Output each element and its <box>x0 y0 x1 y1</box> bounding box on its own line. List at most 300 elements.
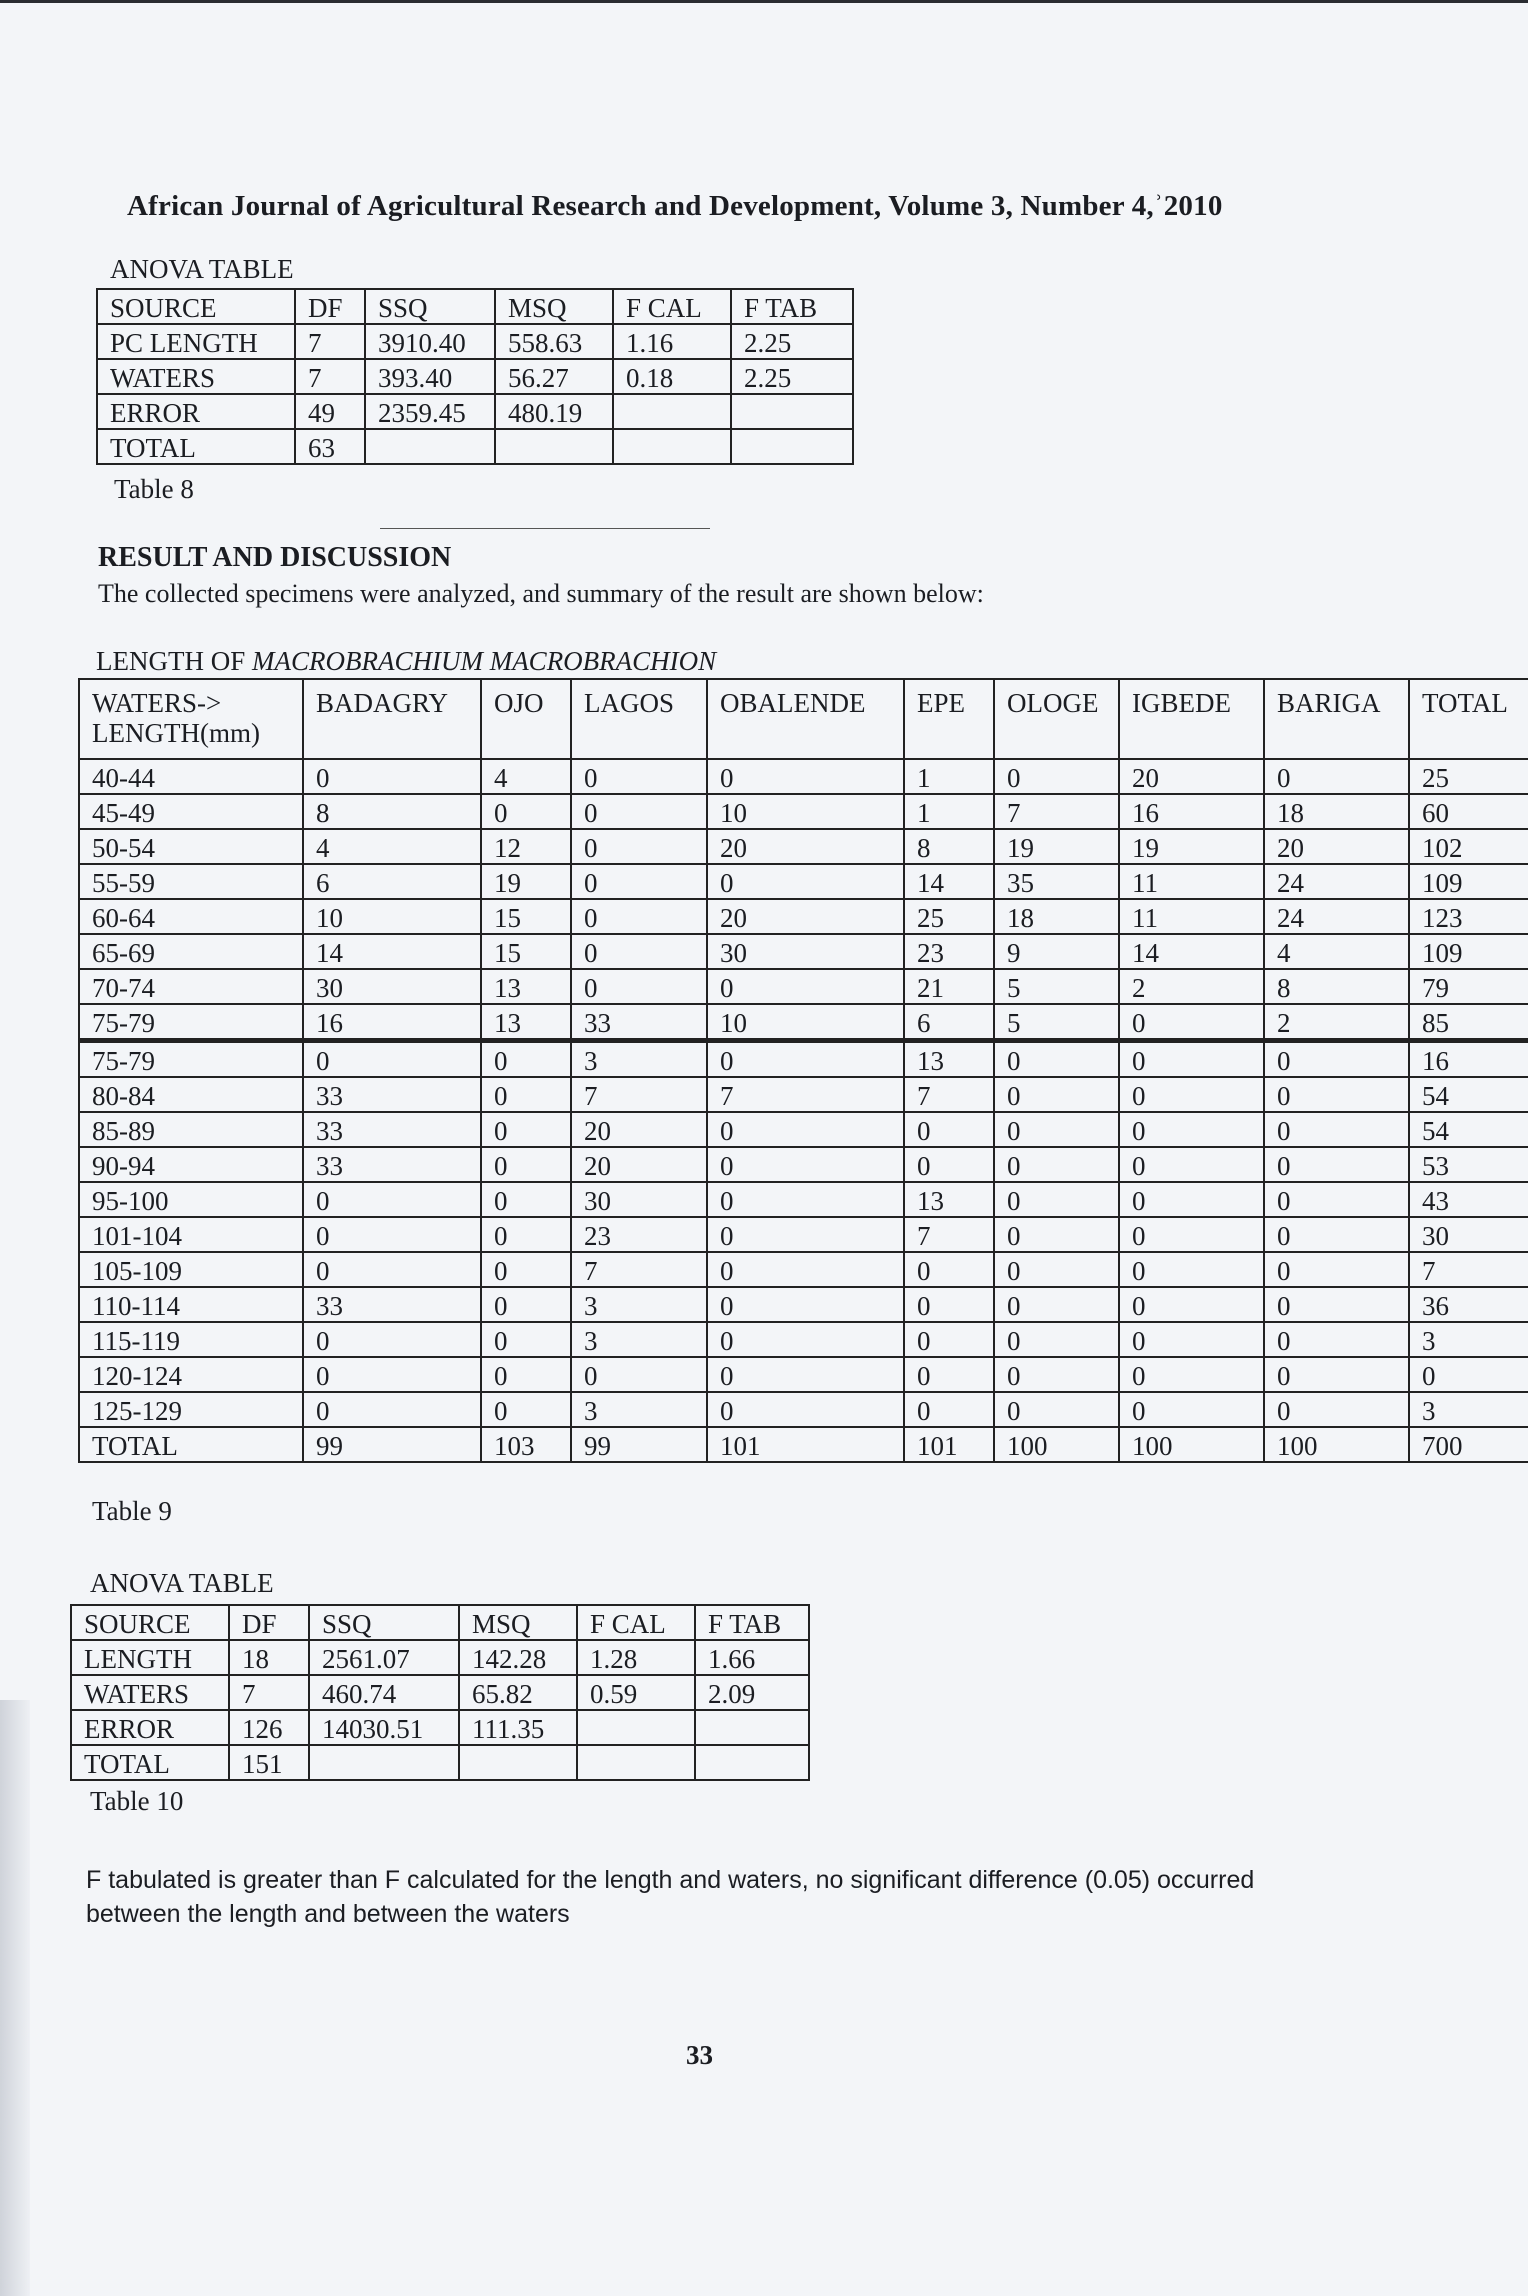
count-cell: 25 <box>1409 759 1528 794</box>
count-cell: 19 <box>994 829 1119 864</box>
count-cell: 0 <box>904 1392 994 1427</box>
count-cell: 30 <box>571 1182 707 1217</box>
count-cell: 109 <box>1409 934 1528 969</box>
length-table-9 <box>78 678 1528 1463</box>
count-cell: 54 <box>1409 1112 1528 1147</box>
table-row <box>79 1112 1528 1147</box>
table-cell: 2.25 <box>731 324 853 359</box>
table-cell: 393.40 <box>365 359 495 394</box>
count-cell: 13 <box>481 969 571 1004</box>
count-cell: 10 <box>303 899 481 934</box>
table-header-row <box>79 679 1528 759</box>
table-row <box>79 1252 1528 1287</box>
table-row <box>79 1041 1528 1078</box>
count-cell: 6 <box>303 864 481 899</box>
count-cell: 16 <box>1119 794 1264 829</box>
table-cell: 1.16 <box>613 324 731 359</box>
count-cell: 0 <box>707 969 904 1004</box>
count-cell: 53 <box>1409 1147 1528 1182</box>
count-cell: 3 <box>571 1287 707 1322</box>
count-cell: 11 <box>1119 864 1264 899</box>
count-cell: 9 <box>994 934 1119 969</box>
count-cell: 0 <box>1409 1357 1528 1392</box>
table-cell: 2561.07 <box>309 1640 459 1675</box>
table-cell: WATERS <box>71 1675 229 1710</box>
table-cell: 2.25 <box>731 359 853 394</box>
count-cell: 33 <box>303 1112 481 1147</box>
count-cell: 0 <box>1264 1112 1409 1147</box>
count-cell: 2 <box>1119 969 1264 1004</box>
count-cell: 15 <box>481 934 571 969</box>
length-range-cell: 75-79 <box>79 1004 303 1041</box>
table-cell: 151 <box>229 1745 309 1780</box>
count-cell: 101 <box>904 1427 994 1462</box>
count-cell: 43 <box>1409 1182 1528 1217</box>
header-cell: LAGOS <box>571 679 707 759</box>
header-cell: MSQ <box>495 289 613 324</box>
count-cell: 7 <box>707 1077 904 1112</box>
results-intro: The collected specimens were analyzed, and summary of the result are shown below: <box>98 579 984 608</box>
count-cell: 0 <box>571 829 707 864</box>
count-cell: 1 <box>904 794 994 829</box>
count-cell: 0 <box>1264 1217 1409 1252</box>
length-range-cell: 110-114 <box>79 1287 303 1322</box>
header-cell: IGBEDE <box>1119 679 1264 759</box>
count-cell: 24 <box>1264 899 1409 934</box>
count-cell: 33 <box>303 1077 481 1112</box>
header-cell: MSQ <box>459 1605 577 1640</box>
count-cell: 4 <box>1264 934 1409 969</box>
table-cell <box>695 1710 809 1745</box>
table-cell: 14030.51 <box>309 1710 459 1745</box>
count-cell: 3 <box>1409 1322 1528 1357</box>
count-cell: 35 <box>994 864 1119 899</box>
table-cell <box>731 429 853 464</box>
count-cell: 8 <box>303 794 481 829</box>
count-cell: 102 <box>1409 829 1528 864</box>
count-cell: 14 <box>904 864 994 899</box>
count-cell: 0 <box>707 1252 904 1287</box>
count-cell: 60 <box>1409 794 1528 829</box>
table-header-row <box>97 289 853 324</box>
corner-header-cell <box>79 679 303 759</box>
count-cell: 0 <box>904 1322 994 1357</box>
count-cell: 0 <box>303 1041 481 1078</box>
table-row <box>79 1004 1528 1041</box>
count-cell: 7 <box>904 1217 994 1252</box>
table-cell: 2.09 <box>695 1675 809 1710</box>
count-cell: 0 <box>1264 1392 1409 1427</box>
table-row <box>71 1675 809 1710</box>
header-cell: F TAB <box>731 289 853 324</box>
count-cell: 2 <box>1264 1004 1409 1041</box>
count-cell: 16 <box>303 1004 481 1041</box>
table-cell: 1.28 <box>577 1640 695 1675</box>
count-cell: 7 <box>994 794 1119 829</box>
conclusion-line-2: between the length and between the waters <box>86 1900 570 1928</box>
count-cell: 0 <box>707 759 904 794</box>
count-cell: 5 <box>994 1004 1119 1041</box>
page-shadow <box>0 1700 30 2296</box>
table-cell: 56.27 <box>495 359 613 394</box>
table-row <box>79 1182 1528 1217</box>
count-cell: 18 <box>994 899 1119 934</box>
length-range-cell: 85-89 <box>79 1112 303 1147</box>
count-cell: 54 <box>1409 1077 1528 1112</box>
count-cell: 101 <box>707 1427 904 1462</box>
header-cell: OBALENDE <box>707 679 904 759</box>
anova-table-8 <box>96 288 854 465</box>
table-cell <box>495 429 613 464</box>
count-cell: 0 <box>904 1287 994 1322</box>
table-cell: 460.74 <box>309 1675 459 1710</box>
count-cell: 7 <box>571 1252 707 1287</box>
table-cell: 49 <box>295 394 365 429</box>
count-cell: 0 <box>571 794 707 829</box>
table-cell <box>577 1745 695 1780</box>
count-cell: 30 <box>707 934 904 969</box>
table-cell <box>365 429 495 464</box>
count-cell: 4 <box>481 759 571 794</box>
length-range-cell: 101-104 <box>79 1217 303 1252</box>
count-cell: 30 <box>1409 1217 1528 1252</box>
table-cell: 3910.40 <box>365 324 495 359</box>
table-row <box>97 429 853 464</box>
count-cell: 0 <box>481 1287 571 1322</box>
table-row <box>79 1357 1528 1392</box>
table-row <box>79 829 1528 864</box>
table9-caption: Table 9 <box>92 1496 172 1526</box>
table-cell: 558.63 <box>495 324 613 359</box>
count-cell: 0 <box>994 1182 1119 1217</box>
table-cell: ERROR <box>71 1710 229 1745</box>
count-cell: 7 <box>904 1077 994 1112</box>
table-cell: 7 <box>295 359 365 394</box>
length-range-cell: 75-79 <box>79 1041 303 1078</box>
count-cell: 13 <box>904 1041 994 1078</box>
count-cell: 0 <box>1264 759 1409 794</box>
table-cell: 0.59 <box>577 1675 695 1710</box>
count-cell: 0 <box>707 1217 904 1252</box>
count-cell: 99 <box>303 1427 481 1462</box>
count-cell: 6 <box>904 1004 994 1041</box>
table-cell: ERROR <box>97 394 295 429</box>
count-cell: 0 <box>481 1112 571 1147</box>
count-cell: 0 <box>1119 1287 1264 1322</box>
count-cell: 18 <box>1264 794 1409 829</box>
count-cell: 16 <box>1409 1041 1528 1078</box>
count-cell: 10 <box>707 794 904 829</box>
table-cell <box>731 394 853 429</box>
count-cell: 0 <box>303 1392 481 1427</box>
count-cell: 0 <box>1119 1147 1264 1182</box>
length-range-cell: 50-54 <box>79 829 303 864</box>
header-cell: F CAL <box>577 1605 695 1640</box>
count-cell: 0 <box>707 1287 904 1322</box>
table-cell: 480.19 <box>495 394 613 429</box>
count-cell: 0 <box>481 1392 571 1427</box>
count-cell: 13 <box>904 1182 994 1217</box>
table8-caption: Table 8 <box>114 474 194 504</box>
count-cell: 23 <box>571 1217 707 1252</box>
table-row <box>79 1287 1528 1322</box>
count-cell: 109 <box>1409 864 1528 899</box>
count-cell: 3 <box>571 1322 707 1357</box>
table-row <box>97 359 853 394</box>
count-cell: 0 <box>481 1182 571 1217</box>
count-cell: 0 <box>1119 1077 1264 1112</box>
page-top-edge <box>0 0 1528 3</box>
count-cell: 0 <box>1264 1252 1409 1287</box>
count-cell: 0 <box>994 1147 1119 1182</box>
table-cell: TOTAL <box>97 429 295 464</box>
table-cell: 18 <box>229 1640 309 1675</box>
count-cell: 33 <box>303 1287 481 1322</box>
count-cell: 5 <box>994 969 1119 1004</box>
count-cell: 0 <box>1264 1077 1409 1112</box>
count-cell: 0 <box>1264 1147 1409 1182</box>
count-cell: 103 <box>481 1427 571 1462</box>
count-cell: 14 <box>1119 934 1264 969</box>
count-cell: 0 <box>904 1147 994 1182</box>
table-cell: PC LENGTH <box>97 324 295 359</box>
count-cell: 0 <box>994 1112 1119 1147</box>
count-cell: 4 <box>303 829 481 864</box>
table-cell <box>613 429 731 464</box>
table9-title-species: MACROBRACHIUM MACROBRACHION <box>252 646 717 676</box>
length-range-cell: 95-100 <box>79 1182 303 1217</box>
count-cell: 10 <box>707 1004 904 1041</box>
header-cell: OLOGE <box>994 679 1119 759</box>
table-cell <box>577 1710 695 1745</box>
count-cell: 0 <box>1119 1217 1264 1252</box>
count-cell: 15 <box>481 899 571 934</box>
table-row <box>79 1427 1528 1462</box>
count-cell: 0 <box>571 759 707 794</box>
count-cell: 0 <box>1119 1041 1264 1078</box>
count-cell: 20 <box>1119 759 1264 794</box>
count-cell: 20 <box>571 1147 707 1182</box>
anova-table-10 <box>70 1604 810 1781</box>
count-cell: 0 <box>303 1217 481 1252</box>
count-cell: 700 <box>1409 1427 1528 1462</box>
count-cell: 20 <box>707 829 904 864</box>
count-cell: 0 <box>481 1147 571 1182</box>
count-cell: 0 <box>994 1252 1119 1287</box>
table9-title-prefix: LENGTH OF <box>96 646 252 676</box>
count-cell: 30 <box>303 969 481 1004</box>
length-range-cell: 80-84 <box>79 1077 303 1112</box>
table-cell <box>695 1745 809 1780</box>
length-range-cell: 90-94 <box>79 1147 303 1182</box>
table-cell: 126 <box>229 1710 309 1745</box>
table-row <box>79 1322 1528 1357</box>
count-cell: 0 <box>303 1252 481 1287</box>
table-row <box>79 1217 1528 1252</box>
count-cell: 23 <box>904 934 994 969</box>
table-row <box>97 394 853 429</box>
table-cell: LENGTH <box>71 1640 229 1675</box>
header-cell: OJO <box>481 679 571 759</box>
count-cell: 79 <box>1409 969 1528 1004</box>
count-cell: 0 <box>481 1357 571 1392</box>
count-cell: 0 <box>1119 1252 1264 1287</box>
table-row <box>79 934 1528 969</box>
table-cell: 0.18 <box>613 359 731 394</box>
count-cell: 0 <box>1119 1112 1264 1147</box>
count-cell: 0 <box>994 1357 1119 1392</box>
length-range-cell: 55-59 <box>79 864 303 899</box>
length-range-cell: 45-49 <box>79 794 303 829</box>
count-cell: 3 <box>1409 1392 1528 1427</box>
header-cell: F CAL <box>613 289 731 324</box>
table-cell <box>459 1745 577 1780</box>
count-cell: 0 <box>994 1077 1119 1112</box>
length-range-cell: 105-109 <box>79 1252 303 1287</box>
count-cell: 99 <box>571 1427 707 1462</box>
conclusion-line-1: F tabulated is greater than F calculated for the length and waters, no significant difference (0.05) occurred <box>86 1866 1255 1894</box>
count-cell: 0 <box>707 1112 904 1147</box>
count-cell: 0 <box>1264 1357 1409 1392</box>
count-cell: 20 <box>1264 829 1409 864</box>
count-cell: 19 <box>1119 829 1264 864</box>
count-cell: 85 <box>1409 1004 1528 1041</box>
count-cell: 25 <box>904 899 994 934</box>
count-cell: 20 <box>707 899 904 934</box>
count-cell: 0 <box>904 1252 994 1287</box>
count-cell: 36 <box>1409 1287 1528 1322</box>
count-cell: 8 <box>904 829 994 864</box>
table9-title <box>96 646 716 677</box>
count-cell: 33 <box>571 1004 707 1041</box>
count-cell: 19 <box>481 864 571 899</box>
length-range-cell: 115-119 <box>79 1322 303 1357</box>
count-cell: 0 <box>707 864 904 899</box>
count-cell: 0 <box>1119 1004 1264 1041</box>
table-cell: 142.28 <box>459 1640 577 1675</box>
table-cell: TOTAL <box>71 1745 229 1780</box>
count-cell: 0 <box>481 1041 571 1078</box>
count-cell: 0 <box>571 969 707 1004</box>
count-cell: 1 <box>904 759 994 794</box>
divider <box>380 528 710 529</box>
count-cell: 0 <box>481 1252 571 1287</box>
header-cell: DF <box>295 289 365 324</box>
header-cell: F TAB <box>695 1605 809 1640</box>
count-cell: 14 <box>303 934 481 969</box>
count-cell: 0 <box>571 864 707 899</box>
count-cell: 0 <box>994 759 1119 794</box>
length-range-cell: 60-64 <box>79 899 303 934</box>
table-row <box>79 864 1528 899</box>
count-cell: 0 <box>1264 1322 1409 1357</box>
table-row <box>97 324 853 359</box>
table-cell: 7 <box>229 1675 309 1710</box>
count-cell: 0 <box>303 759 481 794</box>
count-cell: 0 <box>707 1322 904 1357</box>
count-cell: 11 <box>1119 899 1264 934</box>
count-cell: 0 <box>303 1322 481 1357</box>
header-cell: BARIGA <box>1264 679 1409 759</box>
table-cell: 1.66 <box>695 1640 809 1675</box>
count-cell: 100 <box>1119 1427 1264 1462</box>
count-cell: 0 <box>303 1182 481 1217</box>
count-cell: 0 <box>707 1041 904 1078</box>
count-cell: 0 <box>994 1041 1119 1078</box>
table10-caption: Table 10 <box>90 1786 184 1816</box>
table-row <box>79 969 1528 1004</box>
table-header-row <box>71 1605 809 1640</box>
count-cell: 0 <box>707 1182 904 1217</box>
count-cell: 24 <box>1264 864 1409 899</box>
count-cell: 13 <box>481 1004 571 1041</box>
count-cell: 12 <box>481 829 571 864</box>
length-range-cell: 65-69 <box>79 934 303 969</box>
count-cell: 0 <box>571 934 707 969</box>
header-cell: SOURCE <box>71 1605 229 1640</box>
count-cell: 0 <box>1264 1182 1409 1217</box>
count-cell: 0 <box>994 1392 1119 1427</box>
count-cell: 0 <box>994 1217 1119 1252</box>
length-range-cell: 70-74 <box>79 969 303 1004</box>
table-row <box>79 794 1528 829</box>
header-cell: TOTAL <box>1409 679 1528 759</box>
table-row <box>71 1745 809 1780</box>
count-cell: 0 <box>904 1112 994 1147</box>
count-cell: 0 <box>707 1392 904 1427</box>
header-cell: SSQ <box>309 1605 459 1640</box>
table-row <box>79 1147 1528 1182</box>
count-cell: 100 <box>1264 1427 1409 1462</box>
table10-title: ANOVA TABLE <box>90 1568 274 1598</box>
count-cell: 0 <box>1264 1041 1409 1078</box>
count-cell: 0 <box>481 794 571 829</box>
header-cell: BADAGRY <box>303 679 481 759</box>
count-cell: 7 <box>1409 1252 1528 1287</box>
waters-label: WATERS-> <box>92 688 222 718</box>
length-range-cell: 40-44 <box>79 759 303 794</box>
length-range-cell: 125-129 <box>79 1392 303 1427</box>
count-cell: 100 <box>994 1427 1119 1462</box>
count-cell: 123 <box>1409 899 1528 934</box>
count-cell: 7 <box>571 1077 707 1112</box>
table-cell: WATERS <box>97 359 295 394</box>
length-range-cell: 120-124 <box>79 1357 303 1392</box>
count-cell: 20 <box>571 1112 707 1147</box>
table-cell: 2359.45 <box>365 394 495 429</box>
table-row <box>79 759 1528 794</box>
count-cell: 0 <box>1119 1322 1264 1357</box>
table8-title: ANOVA TABLE <box>110 254 294 284</box>
count-cell: 0 <box>1119 1182 1264 1217</box>
table-cell: 111.35 <box>459 1710 577 1745</box>
count-cell: 0 <box>571 1357 707 1392</box>
count-cell: 0 <box>481 1077 571 1112</box>
count-cell: 0 <box>571 899 707 934</box>
table-row <box>79 1392 1528 1427</box>
section-heading: RESULT AND DISCUSSION <box>98 542 452 573</box>
count-cell: 0 <box>1119 1392 1264 1427</box>
header-cell: SSQ <box>365 289 495 324</box>
table-row <box>71 1710 809 1745</box>
count-cell: 0 <box>481 1322 571 1357</box>
count-cell: 0 <box>1119 1357 1264 1392</box>
header-cell: SOURCE <box>97 289 295 324</box>
table-cell: 63 <box>295 429 365 464</box>
table-cell <box>613 394 731 429</box>
count-cell: 21 <box>904 969 994 1004</box>
table-cell: 65.82 <box>459 1675 577 1710</box>
